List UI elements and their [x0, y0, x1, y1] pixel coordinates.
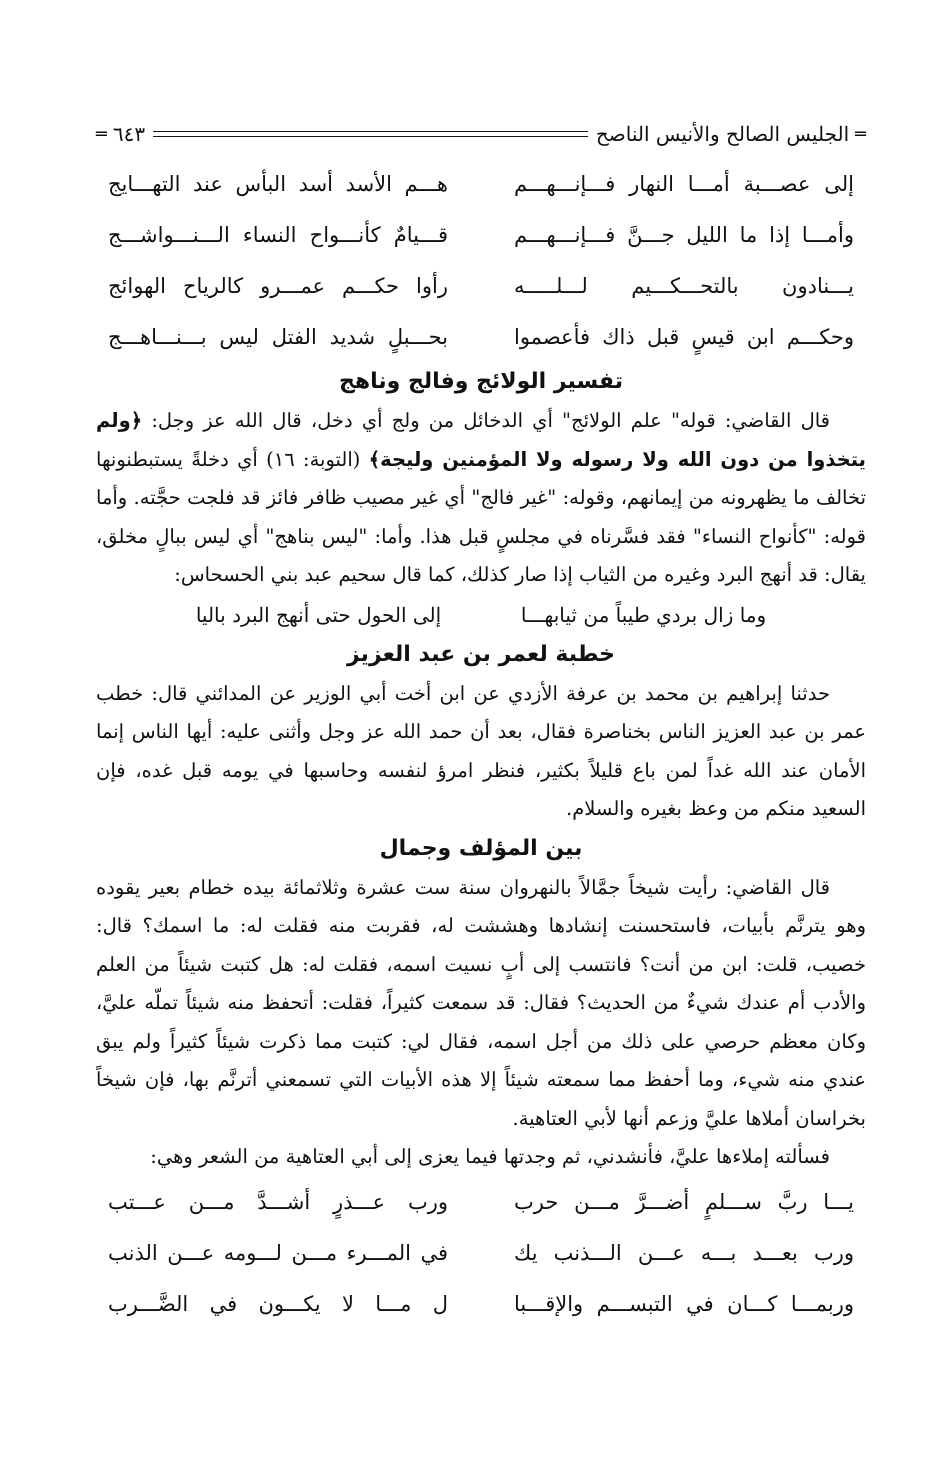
page-number: ٦٤٣ [112, 122, 146, 146]
hemistich-left: رأوا حكـــم عمـــرو كالرياح الهوائج [108, 273, 448, 298]
hemistich-left: في المـــرء مـــن لـــومه عـــن الذنب [108, 1241, 448, 1265]
book-title: الجليس الصالح والأنيس الناصح [595, 122, 850, 146]
hemistich-right: وما زال بردي طيباً من ثيابهـــا [520, 602, 767, 627]
text-run: قال القاضي: قوله" علم الولائج" أي الدخائل من ولج أي دخل، قال الله عز وجل: [142, 409, 830, 432]
poem-2 [96, 1177, 866, 1330]
verse-line [96, 311, 866, 362]
hemistich-right: وحكـــم ابن قيسٍ قبل ذاك فأعصموا [514, 324, 854, 349]
hemistich-left: قـــيامٌ كأنـــواح النساء الـــنـــواشـــج [108, 222, 448, 247]
hemistich-right: وأمـــا إذا ما الليل جـــنَّ فـــإنـــهـــم [514, 222, 854, 247]
header-dash: ═ [96, 123, 107, 145]
verse-line [96, 1228, 866, 1279]
verse-line [96, 1279, 866, 1330]
hemistich-right: وربمـــا كـــان في التبســـم والإقـــبا [514, 1292, 854, 1316]
hemistich-right: ورب بعـــد بـــه عـــن الـــذنب يك [514, 1241, 854, 1265]
section-heading: بين المؤلف وجمال [379, 835, 583, 861]
hemistich-right: يـــنادون بالتحـــكـــيم لـــلـــــه [514, 273, 854, 298]
paragraph [96, 402, 866, 595]
verse-line [96, 595, 866, 635]
verse-line [96, 260, 866, 311]
paragraph: حدثنا إبراهيم بن محمد بن عرفة الأزدي عن ابن أخت أبي الوزير عن المدائني قال: خطب عمر بن عبد العزيز الناس بخناصرة فقال، بعد أن حمد الله عز وجل وأثنى عليه: أيها الناس إنما الأمان عند الله غداً لمن باع قليلاً بكثير، فنظر امرؤ لنفسه وحاسبها في يومه قبل غده، فإن السعيد منكم من وعظ بغيره والسلام. [96, 681, 866, 820]
hemistich-right: إلى عصـــبة أمـــا النهار فـــإنـــهـــم [514, 171, 854, 196]
verse-line [96, 158, 866, 209]
section-heading: خطبة لعمر بن عبد العزيز [347, 641, 615, 667]
section-heading: تفسير الولائج وفالج وناهج [339, 369, 623, 394]
poem-1 [96, 158, 866, 362]
quran-quote: ﴿ولم يتخذوا من دون الله ولا رسوله ولا المؤمنين وليجة﴾ [96, 409, 867, 471]
page-body [96, 158, 866, 1330]
text-run: (التوبة: ١٦) أي دخلةً يستبطنونها تخالف ما يظهرونه من إيمانهم، وقوله: "غير فالج" أي غير مصيب ظافر فائز قد فلجت حجَّته. وأما قوله: "كأنواح النساء" فقد فسَّرناه في مجلسٍ قبل هذا. وأما: "ليس بناهج" أي ليس ببالٍ مخلق، يقال: قد أنهج البرد وغيره من الثياب إذا صار كذلك، كما قال سحيم عبد بني الحسحاس: [96, 447, 866, 586]
hemistich-left: ورب عـــذرٍ أشـــدَّ مـــن عـــتب [108, 1190, 448, 1214]
hemistich-left: بحـــبلٍ شديد الفتل ليس بـــنـــاهـــج [108, 324, 448, 349]
hemistich-right: يـــا ربَّ ســـلمٍ أضـــرَّ مـــن حرب [514, 1190, 854, 1214]
hemistich-left: هـــم الأسد أسد البأس عند التهـــايج [108, 171, 448, 196]
verse-line [96, 1177, 866, 1228]
running-header [96, 118, 866, 150]
hemistich-left: إلى الحول حتى أنهج البرد باليا [195, 602, 442, 627]
paragraph: قال القاضي: رأيت شيخاً جمَّالاً بالنهروان سنة ست عشرة وثلاثمائة بيده خطام بعير يقوده وهو يترنَّم بأبيات، فاستحسنت إنشادها وهششت له، فقربت منه فقلت له: ما اسمك؟ قال: خصيب، قلت: ابن من أنت؟ فانتسب إلى أبٍ نسيت اسمه، فقلت له: هل كتبت شيئاً من العلم والأدب أم عندك شيءٌ من الحديث؟ فقال: قد سمعت كثيراً، فقلت: أتحفظ منه شيئاً تملّه عليَّ، وكان معظم حرصي على ذلك من أجل اسمه، فقال لي: كتبت مما ذكرت شيئاً كثيراً ولم يبق عندي منه شيء، وما أحفظ مما سمعته شيئاً إلا هذه الأبيات التي تسمعني أترنَّم بها، فإن شيخاً بخراسان أملاها عليَّ وزعم أنها لأبي العتاهية. [96, 875, 866, 1130]
header-rule [153, 131, 588, 137]
hemistich-left: ل مـــا لا يكـــون في الضَّـــرب [108, 1292, 448, 1316]
header-dash: ═ [855, 123, 866, 145]
paragraph: فسألته إملاءها عليَّ، فأنشدني، ثم وجدتها فيما يعزى إلى أبي العتاهية من الشعر وهي: [150, 1145, 830, 1168]
verse-line [96, 209, 866, 260]
